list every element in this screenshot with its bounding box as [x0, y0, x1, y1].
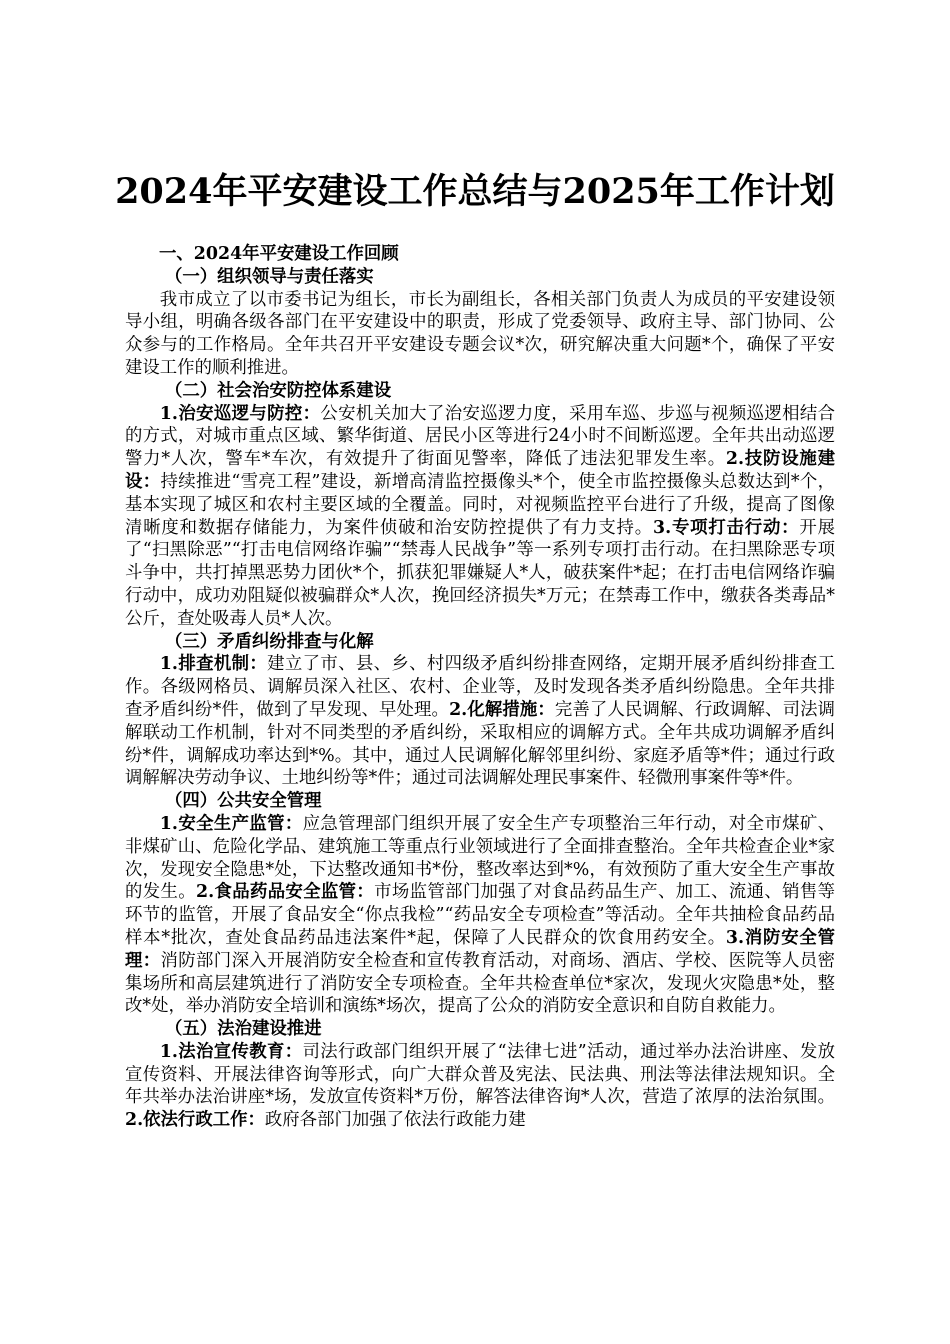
item-text: 开展了“扫黑除恶”“打击电信网络诈骗”“禁毒人民战争”等一系列专项打击行动。在扫黑除恶专项斗争中，共打掉黑恶势力团伙*个，抓获犯罪嫌疑人*人，破获案件*起；在打击电信网络诈骗行动中，成功劝阻疑似被骗群众*人次，挽回经济损失*万元；在禁毒工作中，缴获各类毒品*公斤，查处吸毒人员*人次。 [125, 517, 835, 629]
paragraph-public-order [125, 403, 835, 631]
item-title: 1.安全生产监管： [159, 813, 303, 834]
document-body [125, 243, 835, 1132]
item-text: 应急管理部门组织开展了安全生产专项整治三年行动，对全市煤矿、非煤矿山、危险化学品、建筑施工等重点行业领域进行了全面排查整治。全年共检查企业*家次，发现安全隐患*处，下达整改通知书*份，整改率达到*%，有效预防了重大安全生产事故的发生。 [125, 813, 835, 903]
item-text: 消防部门深入开展消防安全检查和宣传教育活动，对商场、酒店、学校、医院等人员密集场所和高层建筑进行了消防安全专项检查。全年共检查单位*家次，发现火灾隐患*处，整改*处，举办消防安全培训和演练*场次，提高了公众的消防安全意识和自防自救能力。 [125, 950, 835, 1017]
subsection-heading-public-order: （二）社会治安防控体系建设 [165, 380, 392, 401]
item-title: 2.依法行政工作： [125, 1110, 265, 1131]
item-title: 3.专项打击行动： [652, 517, 800, 538]
subsection-heading-public-safety: （四）公共安全管理 [165, 791, 322, 812]
item-title: 1.法治宣传教育： [159, 1041, 303, 1062]
section-heading-review: 一、2024年平安建设工作回顾 [159, 244, 399, 264]
item-title: 2.技防设施建设： [125, 449, 835, 492]
subsection-heading-rule-of-law: （五）法治建设推进 [165, 1019, 322, 1040]
item-title: 1.治安巡逻与防控： [159, 403, 321, 424]
item-text: 市场监管部门加强了对食品药品生产、加工、流通、销售等环节的监管，开展了食品安全“你点我检”“药品安全专项检查”等活动。全年共抽检食品药品样本*批次，查处食品药品违法案件*起，保障了人民群众的饮食用药安全。 [125, 882, 835, 948]
paragraph-disputes [125, 653, 835, 790]
paragraph-text: 我市成立了以市委书记为组长，市长为副组长，各相关部门负责人为成员的平安建设领导小组，明确各级各部门在平安建设中的职责，形成了党委领导、政府主导、部门协同、公众参与的工作格局。全年共召开平安建设专题会议*次，研究解决重大问题*个，确保了平安建设工作的顺利推进。 [125, 289, 835, 378]
subsection-heading-organization: （一）组织领导与责任落实 [165, 266, 374, 287]
item-text: 司法行政部门组织开展了“法律七进”活动，通过举办法治讲座、发放宣传资料、开展法律咨询等形式，向广大群众普及宪法、民法典、刑法等法律法规知识。全年共举办法治讲座*场，发放宣传资料*万份，解答法律咨询*人次，营造了浓厚的法治氛围。 [125, 1041, 835, 1108]
item-text: 公安机关加大了治安巡逻力度，采用车巡、步巡与视频巡逻相结合的方式，对城市重点区域、繁华街道、居民小区等进行24小时不间断巡逻。全年共出动巡逻警力*人次，警车*车次，有效提升了街面见警率，降低了违法犯罪发生率。 [125, 403, 835, 470]
paragraph-public-safety [125, 813, 835, 1018]
subsection-heading-disputes: （三）矛盾纠纷排查与化解 [165, 631, 374, 652]
item-title: 2.化解措施： [449, 699, 555, 720]
item-title: 2.食品药品安全监管： [195, 882, 375, 903]
paragraph-organization [125, 289, 835, 380]
item-text: 完善了人民调解、行政调解、司法调解联动工作机制，针对不同类型的矛盾纠纷，采取相应的调解方式。全年共成功调解矛盾纠纷*件，调解成功率达到*%。其中，通过人民调解化解邻里纠纷、家庭矛盾等*件；通过行政调解解决劳动争议、土地纠纷等*件；通过司法调解处理民事案件、轻微刑事案件等*件。 [125, 699, 835, 789]
item-title: 3.消防安全管理： [125, 927, 835, 971]
document-title: 2024年平安建设工作总结与2025年工作计划 [115, 171, 835, 212]
paragraph-rule-of-law [125, 1041, 835, 1132]
item-title: 1.排查机制： [159, 654, 268, 675]
item-text: 政府各部门加强了依法行政能力建 [264, 1110, 526, 1131]
item-text: 持续推进“雪亮工程”建设，新增高清监控摄像头*个，使全市监控摄像头总数达到*个，基本实现了城区和农村主要区域的全覆盖。同时，对视频监控平台进行了升级，提高了图像清晰度和数据存储能力，为案件侦破和治安防控提供了有力支持。 [125, 471, 835, 538]
item-text: 建立了市、县、乡、村四级矛盾纠纷排查网络，定期开展矛盾纠纷排查工作。各级网格员、调解员深入社区、农村、企业等，及时发现各类矛盾纠纷隐患。全年共排查矛盾纠纷*件，做到了早发现、早处理。 [125, 654, 835, 720]
